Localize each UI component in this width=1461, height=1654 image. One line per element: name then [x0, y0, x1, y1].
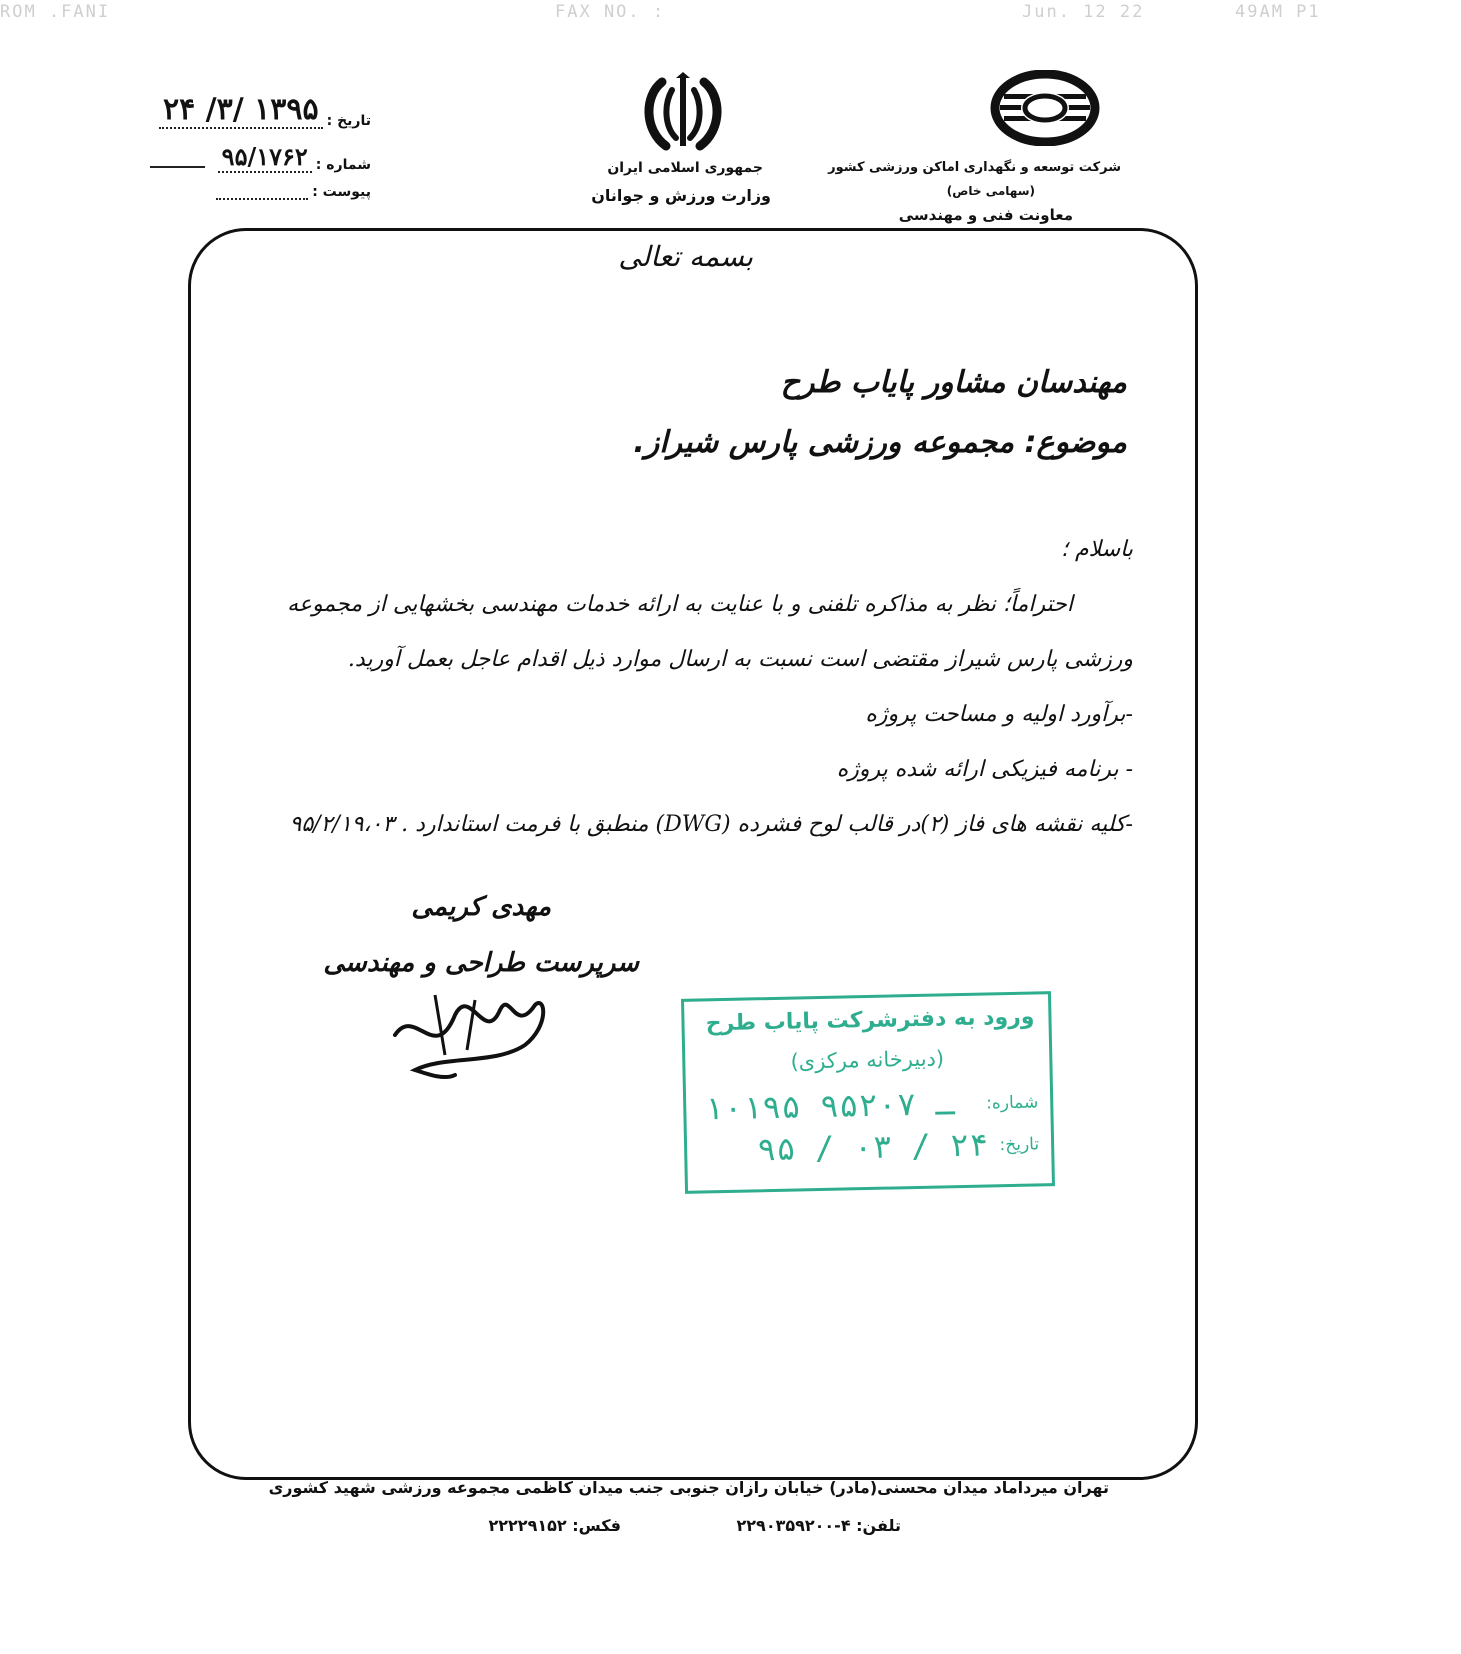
date-value: ۱۳۹۵ /۳/ ۲۴	[159, 92, 323, 129]
attachment-label: پیوست :	[312, 184, 371, 200]
number-underline	[150, 166, 205, 168]
stamp-date-value: ۹۵ / ۰۳ / ۲۴	[756, 1125, 989, 1169]
invocation: بسمه تعالی	[618, 240, 753, 273]
stamp-number-value: ۱۰۱۹۵ ـ ۹۵۲۰۷	[703, 1084, 956, 1128]
footer-phone: تلفن: ۴-۲۲۹۰۳۵۹۲۰۰	[736, 1516, 901, 1535]
signer-title: سرپرست طراحی و مهندسی	[323, 948, 639, 978]
recipient: مهندسان مشاور پایاب طرح	[780, 365, 1127, 400]
date-label: تاریخ :	[326, 113, 371, 129]
government-name: جمهوری اسلامی ایران	[607, 160, 763, 176]
greeting: باسلام ؛	[1061, 537, 1133, 562]
attachment-value	[216, 190, 308, 200]
iran-emblem-icon	[640, 72, 726, 154]
registration-stamp	[681, 991, 1055, 1194]
signer-name: مهدی کریمی	[411, 892, 551, 922]
fax-number-label: FAX NO. :	[555, 2, 666, 22]
number-label: شماره :	[315, 157, 371, 173]
ministry-name: وزارت ورزش و جوانان	[591, 186, 771, 205]
list-item-2: - برنامه فیزیکی ارائه شده پروژه	[836, 757, 1133, 782]
company-logo	[990, 70, 1100, 146]
paragraph-line-2: ورزشی پارس شیراز مقتضی است نسبت به ارسال موارد ذیل اقدام عاجل بعمل آورید.	[347, 647, 1133, 672]
number-field	[218, 142, 371, 173]
number-value: ۹۵/۱۷۶۲	[218, 142, 312, 173]
fax-from: ROM .FANI	[0, 2, 111, 22]
footer-fax: فکس: ۲۲۲۲۹۱۵۲	[488, 1516, 621, 1535]
handwritten-signature	[375, 975, 575, 1085]
date-field	[159, 92, 371, 129]
list-item-1: -برآورد اولیه و مساحت پروژه	[865, 702, 1133, 727]
letter-frame	[188, 228, 1198, 1480]
paragraph-line-1: احتراماً؛ نظر به مذاکره تلفنی و با عنایت به ارائه خدمات مهندسی بخشهایی از مجموعه	[287, 592, 1073, 617]
fax-time-page: 49AM P1	[1235, 2, 1321, 22]
stamp-number-label: شماره:	[985, 1092, 1039, 1114]
company-type: (سهامی خاص)	[946, 184, 1035, 198]
footer-address: تهران میرداماد میدان محسنی(مادر) خیابان رازان جنوبی جنب میدان کاظمی مجموعه ورزشی شهید کشوری	[268, 1478, 1109, 1497]
stamp-subtitle: (دبیرخانه مرکزی)	[790, 1046, 945, 1074]
company-department: معاونت فنی و مهندسی	[898, 206, 1073, 224]
subject: موضوع: مجموعه ورزشی پارس شیراز.	[633, 425, 1127, 460]
stamp-date-label: تاریخ:	[999, 1134, 1040, 1156]
company-name: شرکت توسعه و نگهداری اماکن ورزشی کشور	[828, 160, 1121, 175]
stamp-title: ورود به دفترشرکت پایاب طرح	[705, 1004, 1035, 1037]
fax-date: Jun. 12 22	[1022, 2, 1145, 22]
attachment-field	[216, 184, 371, 200]
list-item-3: -کلیه نقشه های فاز (۲)در قالب لوح فشرده (DWG) منطبق با فرمت استاندارد . ۹۵/۲/۱۹،۰۳	[289, 812, 1133, 837]
